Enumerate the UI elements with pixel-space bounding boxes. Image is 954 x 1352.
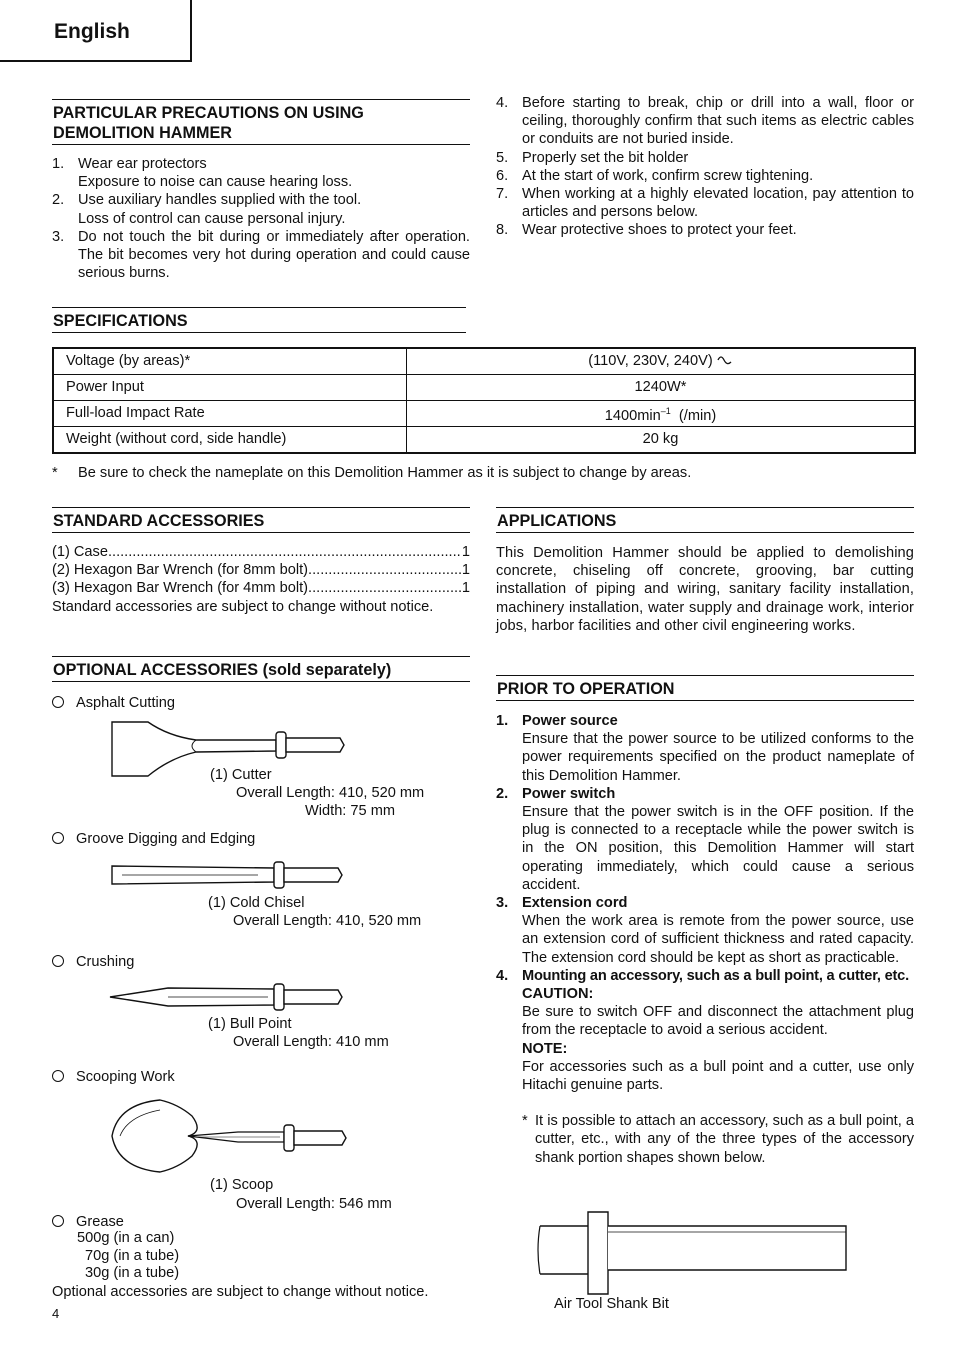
use-label: Asphalt Cutting [76,695,175,711]
precautions-title-line2: DEMOLITION HAMMER [53,124,232,142]
precautions-continued [496,94,914,240]
use-scooping [52,1068,175,1086]
item-heading: Power switch [522,785,616,802]
spec-label: Weight (without cord, side handle) [53,427,407,454]
prior-operation-title: PRIOR TO OPERATION [496,675,914,701]
leader-dots [308,561,462,579]
grease-label: Grease [76,1214,124,1230]
caution-label: CAUTION: [522,986,594,1003]
list-item [52,561,470,579]
item-number: 4. [496,95,509,111]
item-subtext: Loss of control can cause personal injury. [78,210,346,227]
grease-item [52,1213,124,1231]
language-tab [0,0,192,62]
item-number: 2. [52,192,65,209]
specifications-table-wrap [52,347,916,454]
item-number: 7. [496,186,509,203]
grease-sizes [77,1230,179,1283]
table-row [53,375,915,401]
spacer [522,1094,914,1112]
spec-value [407,348,916,375]
item-number: 1. [496,713,509,729]
item-text: Do not touch the bit during or immediately after operation. The bit becomes very hot during operation and could cause serious burns. [78,228,470,282]
spec-label: Voltage (by areas)* [53,348,407,375]
page-number: 4 [52,1306,60,1321]
accessory-qty: 1 [461,562,470,579]
circle-bullet-icon [52,955,64,967]
spec-value-unit: (/min) [670,407,717,424]
item-number: 2. [496,785,509,802]
item-number: 3. [52,228,65,245]
spec-label: Power Input [53,375,407,401]
item-heading: Mounting an accessory, such as a bull point, a cutter, etc. [522,967,909,984]
item-number: 4. [496,967,509,984]
caution-text: Be sure to switch OFF and disconnect the attachment plug from the receptacle to avoid a serious accident. [522,1004,914,1039]
shank-caption: Air Tool Shank Bit [554,1296,669,1312]
precaution-item [52,228,470,283]
spec-value-text: 1400min [604,407,661,424]
star-mark: * [522,1113,528,1130]
item-number: 8. [496,222,509,239]
precaution-item [52,155,470,191]
item-subtext: Exposure to noise can cause hearing loss. [78,174,353,191]
item-text: Wear ear protectors [78,156,207,172]
grease-size: 30g (in a tube) [85,1265,180,1281]
item-text: When working at a highly elevated location, pay attention to articles and persons below. [522,186,914,221]
table-row [53,348,915,375]
list-item [496,894,914,967]
spec-value-text: (110V, 230V, 240V) [588,353,713,370]
list-item [52,543,470,561]
accessory-qty: 1 [461,580,470,597]
spec-note [52,464,932,482]
prior-operation-list [496,712,914,1167]
leader-dots [108,543,462,561]
spec-value: 1240W* [407,375,916,401]
use-label: Groove Digging and Edging [76,831,256,847]
item-number: 6. [496,167,509,184]
spec-note-text: Be sure to check the nameplate on this Demolition Hammer as it is subject to change by areas. [78,465,692,481]
accessory-length: Overall Length: 410, 520 mm [236,785,425,801]
note-label: NOTE: [522,1040,568,1057]
grease-size: 500g (in a can) [77,1230,175,1246]
scoop-illustration [108,1096,352,1186]
item-text: Before starting to break, chip or drill into a wall, floor or ceiling, thoroughly confirm that such items as electric cables or conduits are not buried inside. [522,95,914,148]
accessory-length: Overall Length: 410, 520 mm [233,913,422,929]
use-asphalt-cutting [52,694,175,712]
item-number: 1. [52,156,65,172]
item-text: Use auxiliary handles supplied with the tool. [78,192,362,209]
leader-dots [308,579,462,597]
use-groove-digging [52,830,255,848]
item-text: Ensure that the power source to be utilized conforms to the power requirements specified on the product nameplate of this Demolition Hammer. [522,731,914,784]
circle-bullet-icon [52,1215,64,1227]
cold-chisel-illustration [108,860,348,890]
accessory-name: (1) Cold Chisel [208,895,305,911]
star-text: It is possible to attach an accessory, such as a bull point, a cutter, etc., with any of the three types of the accessory shank portion shapes shown below. [535,1113,914,1166]
table-row [53,401,915,427]
applications-title: APPLICATIONS [496,507,914,533]
spec-note-mark: * [52,465,58,481]
specifications-title: SPECIFICATIONS [52,307,466,333]
spec-value [407,401,916,427]
precaution-item [496,167,914,185]
standard-accessories-note: Standard accessories are subject to change without notice. [52,598,434,615]
accessory-length: Overall Length: 546 mm [236,1196,392,1212]
precaution-item [496,221,914,239]
grease-size: 70g (in a tube) [85,1247,180,1264]
accessory-name: (1) Cutter [210,767,272,783]
precautions-list [52,155,470,282]
item-number: 3. [496,895,509,912]
optional-accessories-note: Optional accessories are subject to change without notice. [52,1284,429,1300]
standard-accessories-section [52,507,470,616]
use-label: Scooping Work [76,1069,175,1085]
star-note [522,1112,914,1167]
accessory-label: (2) Hexagon Bar Wrench (for 8mm bolt) [52,562,309,579]
accessory-width: Width: 75 mm [305,803,396,819]
precaution-item [52,191,470,227]
circle-bullet-icon [52,832,64,844]
optional-accessories-header [52,656,470,682]
item-heading: Extension cord [522,895,628,912]
spec-label: Full-load Impact Rate [53,401,407,427]
accessory-label: (3) Hexagon Bar Wrench (for 4mm bolt) [52,580,309,597]
optional-accessories-title: OPTIONAL ACCESSORIES (sold separately) [52,656,470,682]
standard-accessories-list [52,543,470,616]
item-heading: Power source [522,713,618,729]
list-item [496,785,914,894]
item-text: Wear protective shoes to protect your feet. [522,222,797,239]
precautions-section [52,99,470,282]
specifications-table [52,347,916,454]
item-number: 5. [496,149,509,166]
accessory-label: (1) Case [52,544,108,560]
use-label: Crushing [76,954,135,970]
precaution-item [496,94,914,149]
list-item [52,579,470,597]
standard-accessories-title: STANDARD ACCESSORIES [52,507,470,533]
precautions-title [52,99,470,145]
item-text: Ensure that the power switch is in the OFF position. If the plug is connected to a receptacle while the power switch is in the ON position, this Demolition Hammer will start operating immediately, which could cause a serious accident. [522,804,914,893]
accessory-qty: 1 [461,544,470,560]
circle-bullet-icon [52,1070,64,1082]
accessory-length: Overall Length: 410 mm [233,1034,389,1050]
list-item [496,712,914,785]
use-crushing [52,953,134,971]
air-tool-shank-illustration [534,1210,852,1296]
precautions-title-line1: PARTICULAR PRECAUTIONS ON USING [53,104,364,122]
specifications-header [52,307,466,333]
applications-section [496,507,914,635]
ac-wave-icon [717,355,733,367]
item-text: At the start of work, confirm screw tightening. [522,167,814,184]
precaution-item [496,149,914,167]
prior-operation-section [496,675,914,1167]
accessory-name: (1) Bull Point [208,1016,292,1032]
list-item [496,967,914,1167]
note-text: For accessories such as a bull point and a cutter, use only Hitachi genuine parts. [522,1058,914,1094]
precautions-list-right [496,94,914,240]
item-text: Properly set the bit holder [522,149,689,166]
language-label: English [54,20,130,43]
applications-text: This Demolition Hammer should be applied to demolishing concrete, chiseling off concrete, grooving, bar cutting installation of piping and wiring, sanitary facility installation, machinery installation, water supply and drainage work, interior jobs, harbor facilities and other civil engineering works. [496,545,914,634]
item-text: When the work area is remote from the power source, use an extension cord of sufficient thickness and rated capacity. The extension cord should be kept as short as practicable. [522,913,914,966]
precaution-item [496,185,914,221]
table-row [53,427,915,454]
accessory-name: (1) Scoop [210,1177,274,1193]
spec-value: 20 kg [407,427,916,454]
circle-bullet-icon [52,696,64,708]
bull-point-illustration [108,982,348,1012]
spec-value-exponent: –1 [660,405,671,416]
